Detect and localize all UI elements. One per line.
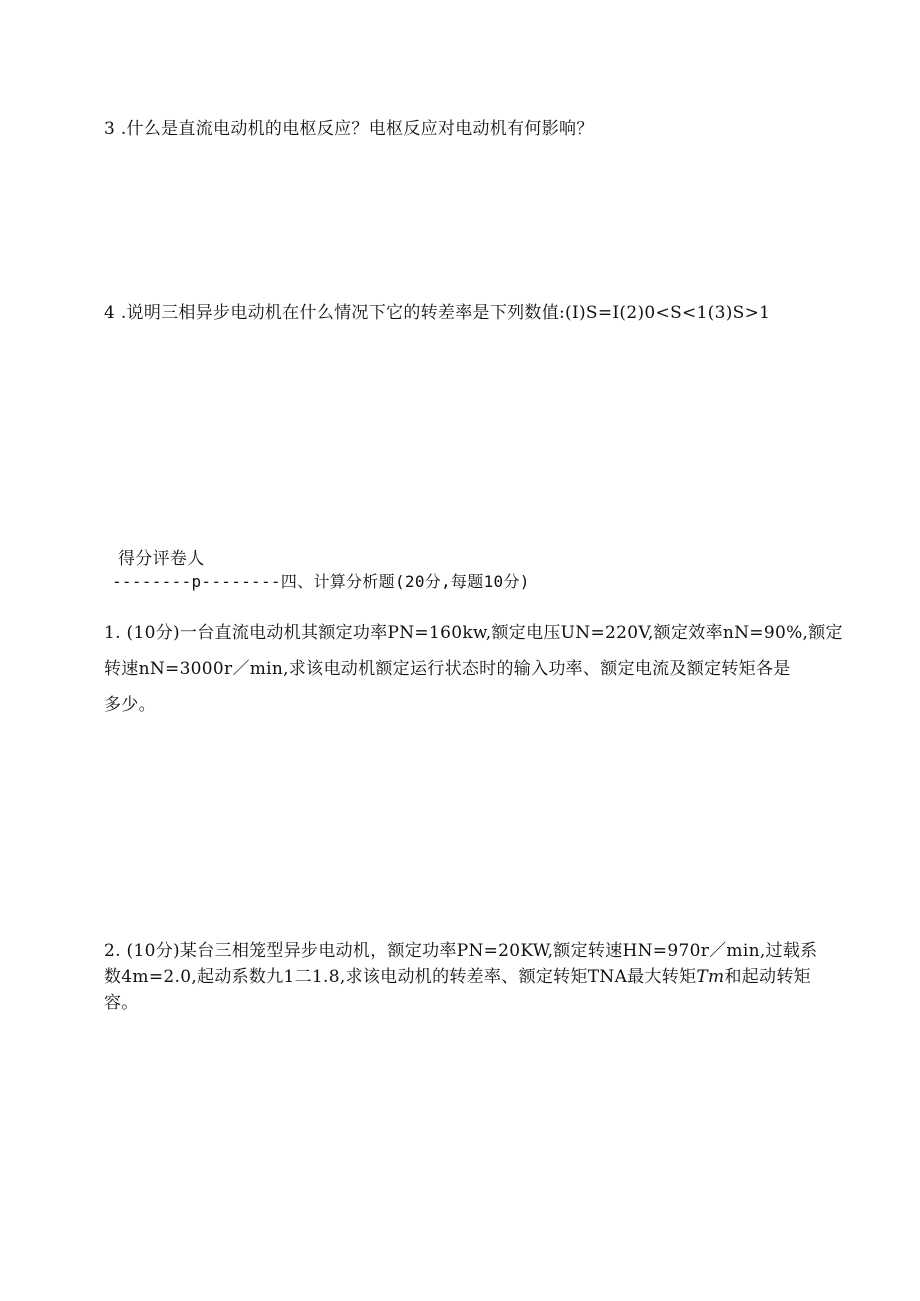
calc-question-2-line-2-part-b: 和起动转矩 <box>724 967 811 987</box>
calc-question-1-line-3: 多少。 <box>104 695 156 715</box>
calc-question-2-line-2-part-a: 数4m=2.0,起动系数九1二1.8,求该电动机的转差率、额定转矩TNA最大转矩 <box>104 967 697 987</box>
question-4: 4 .说明三相异步电动机在什么情况下它的转差率是下列数值:(I)S=I(2)0<S<1(3)S>1 <box>104 303 771 323</box>
section-header: --------p--------四、计算分析题(20分,每题10分) <box>112 572 530 591</box>
calc-question-2-line-2 <box>104 966 811 988</box>
calc-question-1-line-2: 转速nN=3000r／min,求该电动机额定运行状态时的输入功率、额定电流及额定转矩各是 <box>104 659 791 679</box>
calc-question-2-line-3: 容。 <box>104 993 139 1013</box>
max-torque-symbol: Tm <box>696 967 725 987</box>
score-grader-label: 得分评卷人 <box>118 549 205 569</box>
question-3: 3 .什么是直流电动机的电枢反应？电枢反应对电动机有何影响？ <box>104 119 594 139</box>
calc-question-1-line-1: 1. (10分)一台直流电动机其额定功率PN=160kw,额定电压UN=220V,额定效率nN=90%,额定 <box>104 623 843 643</box>
calc-question-2-line-1: 2. (10分)某台三相笼型异步电动机，额定功率PN=20KW,额定转速HN=970r／min,过载系 <box>104 941 818 961</box>
